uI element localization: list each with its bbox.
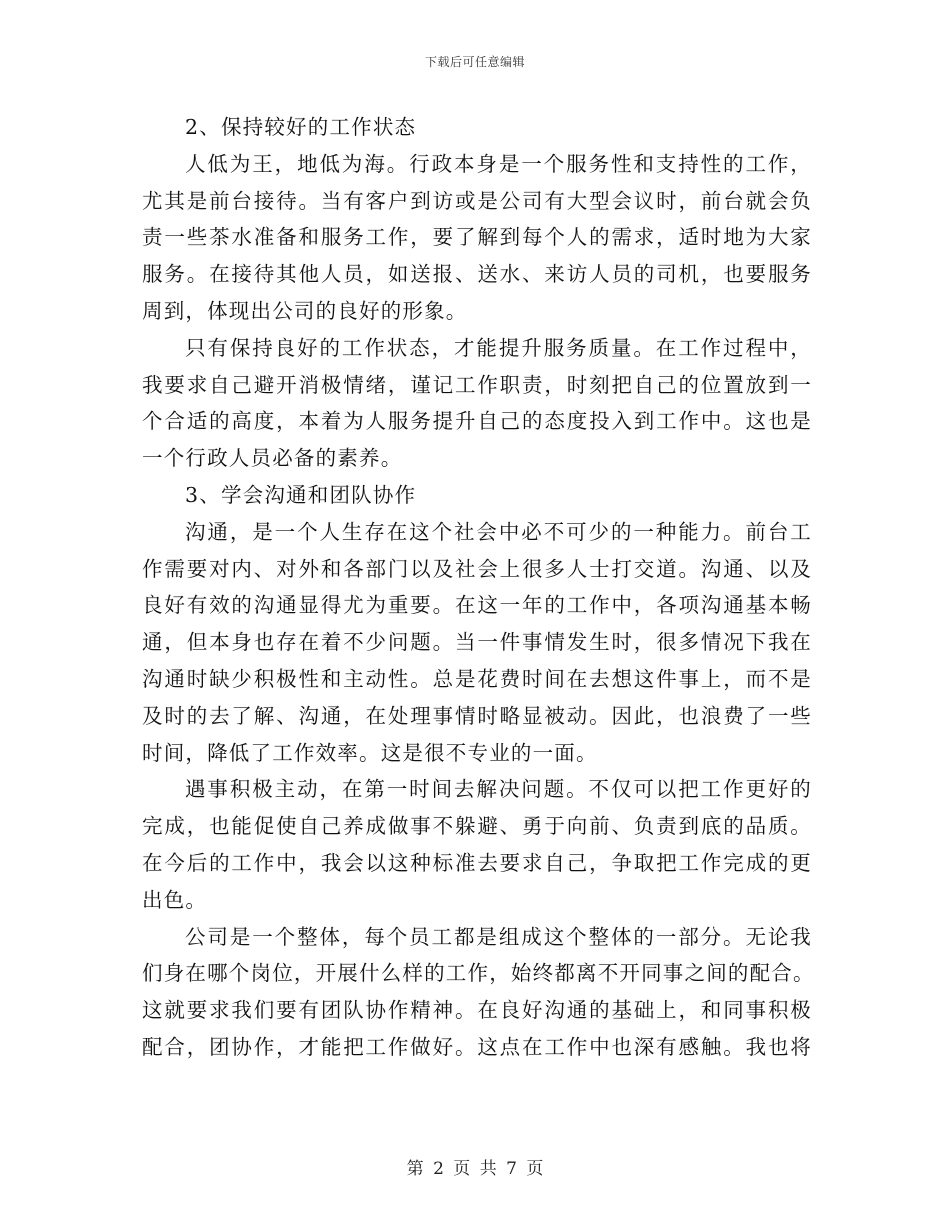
text-line: 作需要对内、对外和各部门以及社会上很多人士打交道。沟通、以及: [142, 556, 812, 581]
page-number-footer: 第 2 页 共 7 页: [406, 1159, 544, 1179]
text-line: 沟通，是一个人生存在这个社会中必不可少的一种能力。前台工: [185, 519, 812, 544]
text-line: 们身在哪个岗位，开展什么样的工作，始终都离不开同事之间的配合。: [142, 961, 815, 986]
text-line: 完成，也能促使自己养成做事不躲避、勇于向前、负责到底的品质。: [142, 814, 812, 839]
section-heading: 2、保持较好的工作状态: [185, 115, 417, 139]
text-line: 一个行政人员必备的素养。: [142, 446, 403, 471]
text-line: 责一些茶水准备和服务工作，要了解到每个人的需求，适时地为大家: [142, 225, 812, 250]
section-heading: 3、学会沟通和团队协作: [185, 482, 417, 507]
text-line: 及时的去了解、沟通，在处理事情时略显被动。因此，也浪费了一些: [142, 703, 812, 728]
paragraph: [142, 514, 812, 772]
text-line: 这就要求我们要有团队协作精神。在良好沟通的基础上，和同事积极: [142, 998, 812, 1023]
paragraph: [142, 919, 815, 1066]
text-line: 人低为王，地低为海。行政本身是一个服务性和支持性的工作，: [185, 151, 812, 176]
page-header-note: 下载后可任意编辑: [424, 55, 525, 69]
text-line: 周到，体现出公司的良好的形象。: [142, 298, 468, 323]
text-line: 遇事积极主动，在第一时间去解决问题。不仅可以把工作更好的: [185, 777, 812, 802]
text-line: 时间，降低了工作效率。这是很不专业的一面。: [142, 740, 598, 765]
text-line: 沟通时缺少积极性和主动性。总是花费时间在去想这件事上，而不是: [142, 666, 812, 691]
text-line: 只有保持良好的工作状态，才能提升服务质量。在工作过程中，: [185, 335, 812, 360]
text-line: 配合，团协作，才能把工作做好。这点在工作中也深有感触。我也将: [142, 1034, 812, 1059]
text-line: 服务。在接待其他人员，如送报、送水、来访人员的司机，也要服务: [142, 262, 812, 287]
text-line: 在今后的工作中，我会以这种标准去要求自己，争取把工作完成的更: [142, 850, 812, 875]
paragraph: [142, 771, 812, 918]
text-line: 通，但本身也存在着不少问题。当一件事情发生时，很多情况下我在: [142, 630, 812, 655]
text-line: 良好有效的沟通显得尤为重要。在这一年的工作中，各项沟通基本畅: [142, 593, 812, 618]
paragraph: [142, 146, 812, 330]
paragraph: [142, 330, 812, 477]
text-line: 我要求自己避开消极情绪，谨记工作职责，时刻把自己的位置放到一: [142, 372, 812, 397]
document-body: [142, 109, 815, 1066]
text-line: 公司是一个整体，每个员工都是组成这个整体的一部分。无论我: [185, 924, 812, 949]
text-line: 出色。: [142, 887, 208, 912]
text-line: 个合适的高度，本着为人服务提升自己的态度投入到工作中。这也是: [142, 409, 812, 434]
text-line: 尤其是前台接待。当有客户到访或是公司有大型会议时，前台就会负: [142, 188, 812, 213]
